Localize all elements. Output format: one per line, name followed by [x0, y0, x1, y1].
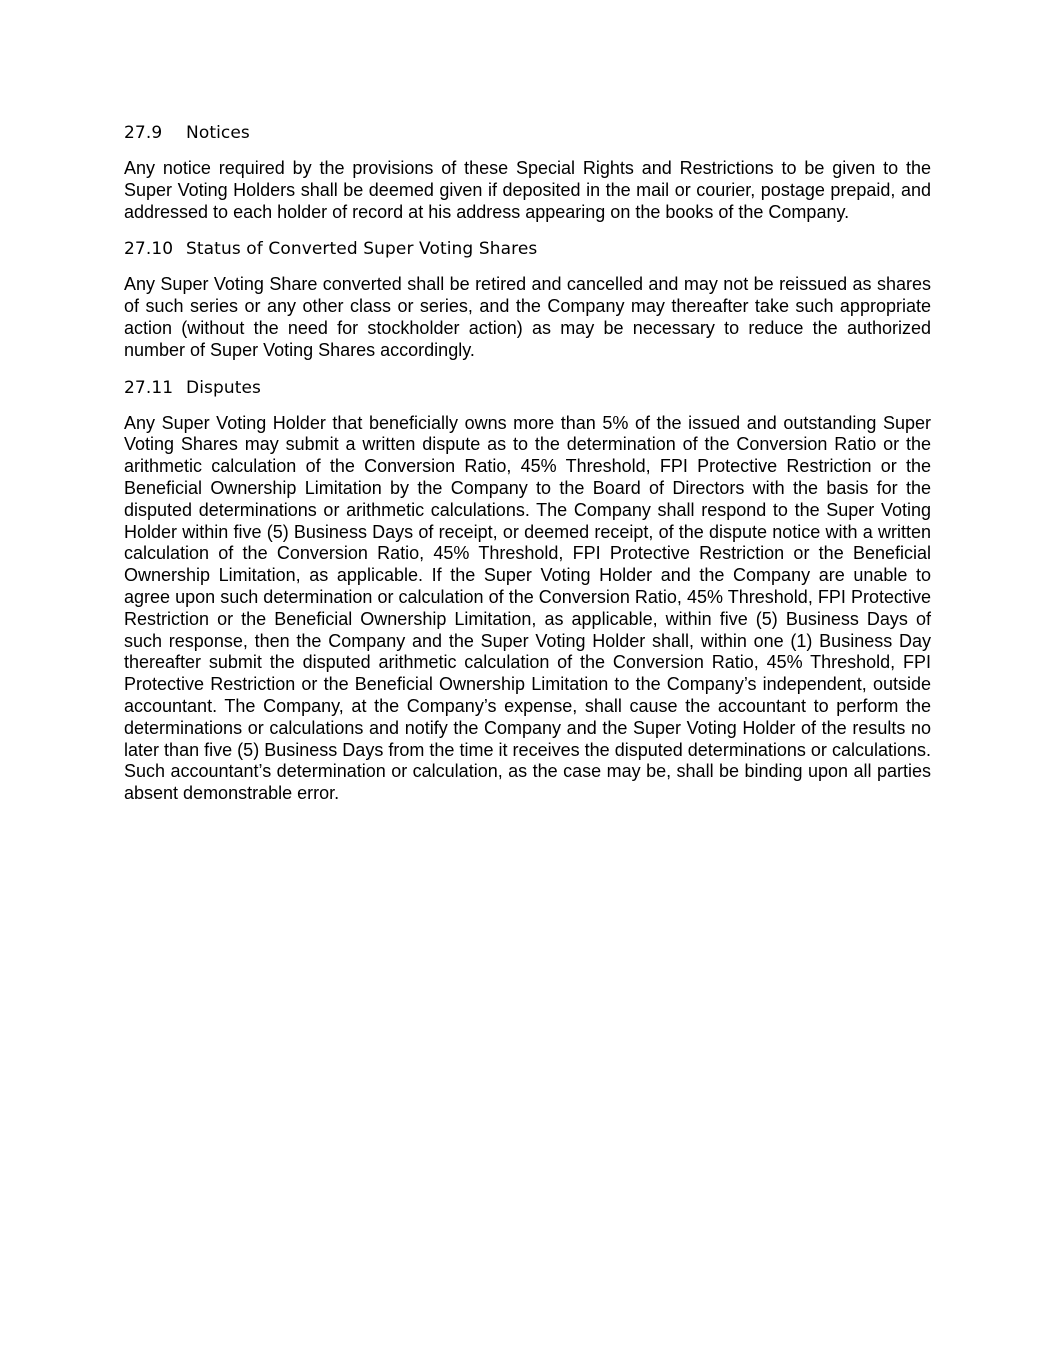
- section-heading: [124, 237, 931, 261]
- section-heading: [124, 376, 931, 400]
- section-body: Any notice required by the provisions of these Special Rights and Restrictions to be given to the Super Voting Holders shall be deemed given if deposited in the mail or courier, postage prepaid, and addressed to each holder of record at his address appearing on the books of the Company.: [124, 158, 931, 222]
- section-body: Any Super Voting Share converted shall be retired and cancelled and may not be reissued as shares of such series or any other class or series, and the Company may thereafter take such appropriate action (without the need for stockholder action) as may be necessary to reduce the authorized number of Super Voting Shares accordingly.: [124, 274, 931, 360]
- section-title: Disputes: [186, 377, 262, 398]
- section-body: Any Super Voting Holder that beneficially owns more than 5% of the issued and outstanding Super Voting Shares may submit a written dispute as to the determination of the Conversion Ratio or the arithmetic calculation of the Conversion Ratio, 45% Threshold, FPI Protective Restriction or the Beneficial Ownership Limitation by the Company to the Board of Directors with the basis for the disputed determinations or arithmetic calculations. The Company shall respond to the Super Voting Holder within five (5) Business Days of receipt, or deemed receipt, of the dispute notice with a written calculation of the Conversion Ratio, 45% Threshold, FPI Protective Restriction or the Beneficial Ownership Limitation, as applicable. If the Super Voting Holder and the Company are unable to agree upon such determination or calculation of the Conversion Ratio, 45% Threshold, FPI Protective Restriction or the Beneficial Ownership Limitation, as applicable, within five (5) Business Days of such response, then the Company and the Super Voting Holder shall, within one (1) Business Day thereafter submit the disputed arithmetic calculation of the Conversion Ratio, 45% Threshold, FPI Protective Restriction or the Beneficial Ownership Limitation to the Company’s independent, outside accountant. The Company, at the Company’s expense, shall cause the accountant to perform the determinations or calculations and notify the Company and the Super Voting Holder of the results no later than five (5) Business Days from the time it receives the disputed determinations or calculations. Such accountant’s determination or calculation, as the case may be, shall be binding upon all parties absent demonstrable error.: [124, 412, 931, 804]
- section-number: 27.10: [124, 239, 174, 260]
- section-27-11: [124, 376, 931, 805]
- section-number: 27.9: [124, 123, 163, 143]
- section-title: Status of Converted Super Voting Shares: [186, 239, 538, 260]
- section-heading: [124, 121, 931, 145]
- document-body: [124, 121, 931, 819]
- section-number: 27.11: [124, 377, 174, 398]
- section-title: Notices: [186, 123, 250, 143]
- section-27-9: [124, 121, 931, 223]
- section-27-10: [124, 237, 931, 361]
